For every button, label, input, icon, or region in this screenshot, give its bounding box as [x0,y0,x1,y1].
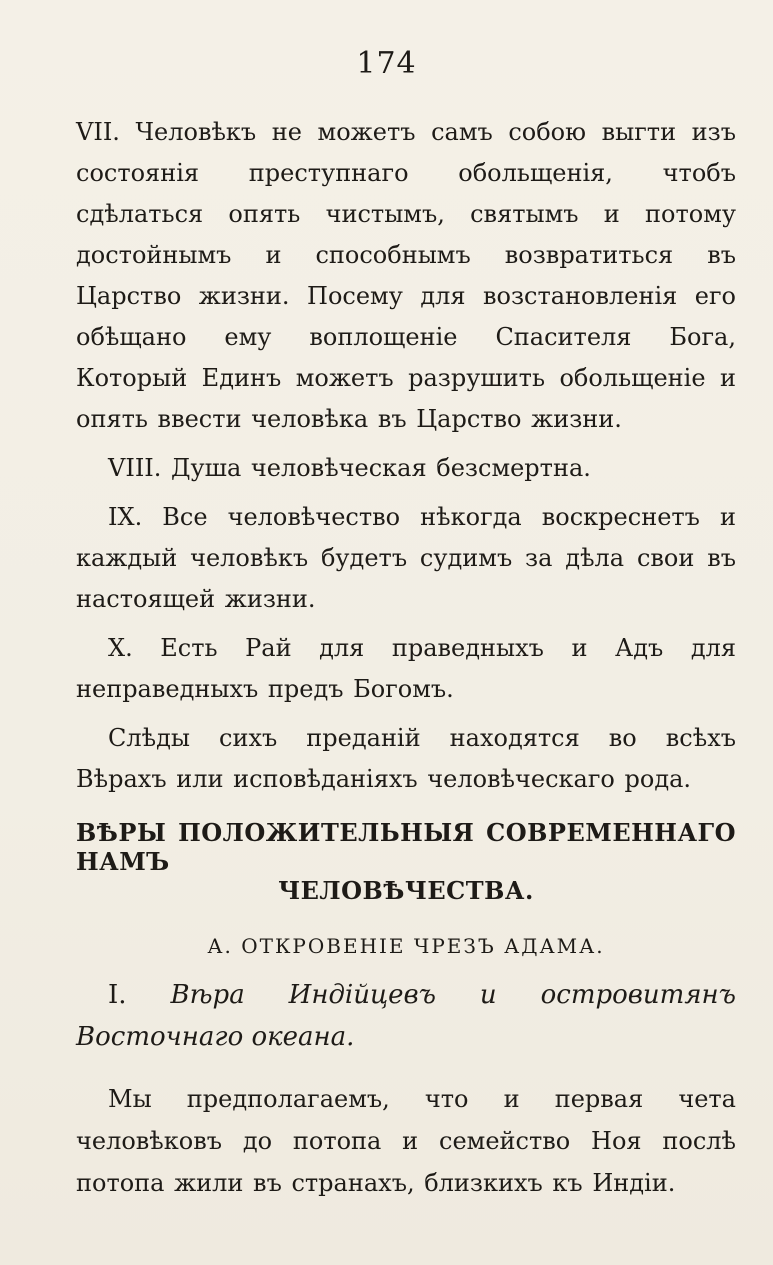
chapter-heading-line1: ВѢРЫ ПОЛОЖИТЕЛЬНЫЯ СОВРЕМЕННАГО НАМЪ [76,818,736,876]
section-number: I. [108,980,127,1010]
section-title-text: Вѣра Индійцевъ и островитянъ Восточнаго океана. [76,980,736,1052]
page-number: 174 [356,46,417,81]
paragraph-ix: IX. Все человѣчество нѣкогда воскреснетъ и каждый человѣкъ будетъ судимъ за дѣла свои въ настоящей жизни. [76,503,736,613]
main-text-block [76,112,736,808]
section-paragraph: Мы предполагаемъ, что и первая чета человѣковъ до потопа и семейство Ноя послѣ потопа жили въ странахъ, близкихъ къ Индіи. [76,1085,736,1197]
chapter-heading-line2: ЧЕЛОВѢЧЕСТВА. [278,876,534,905]
paragraph-vii: VII. Человѣкъ не можетъ самъ собою выгти изъ состоянія преступнаго обольщенія, чтобъ сдѣлаться опять чистымъ, святымъ и потому достойнымъ и способнымъ возвратиться въ Царство жизни. Посему для возстановленія его обѣщано ему воплощеніе Спасителя Бога, Который Единъ можетъ разрушить обольщеніе и опять ввести человѣка въ Царство жизни. [76,118,736,433]
section-text-block [76,1078,736,1212]
section-title [76,974,736,1058]
section-subheading: А. ОТКРОВЕНІЕ ЧРЕЗЪ АДАМА. [207,934,605,958]
paragraph-traces: Слѣды сихъ преданій находятся во всѣхъ Вѣрахъ или исповѣданіяхъ человѣческаго рода. [76,724,736,793]
paragraph-viii: VIII. Душа человѣческая безсмертна. [108,454,591,482]
paragraph-x: X. Есть Рай для праведныхъ и Адъ для неправедныхъ предъ Богомъ. [76,634,736,703]
